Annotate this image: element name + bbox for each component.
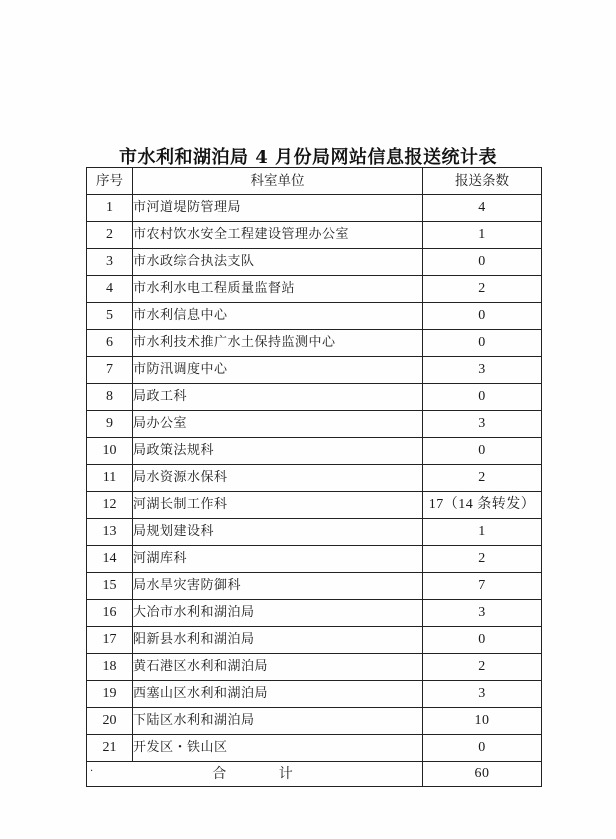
table-row — [87, 276, 542, 303]
row-index: 10 — [87, 438, 133, 465]
row-count: 7 — [423, 573, 542, 600]
row-count: 2 — [423, 654, 542, 681]
row-count: 2 — [423, 546, 542, 573]
row-count: 1 — [423, 222, 542, 249]
table-row — [87, 573, 542, 600]
row-index: 12 — [87, 492, 133, 519]
row-count: 0 — [423, 438, 542, 465]
row-unit: 市防汛调度中心 — [133, 357, 423, 384]
row-count: 0 — [423, 627, 542, 654]
row-unit: 大冶市水利和湖泊局 — [133, 600, 423, 627]
total-count: 60 — [423, 762, 542, 787]
row-index: 2 — [87, 222, 133, 249]
row-unit: 下陆区水利和湖泊局 — [133, 708, 423, 735]
row-unit: 市农村饮水安全工程建设管理办公室 — [133, 222, 423, 249]
statistics-table — [86, 167, 542, 787]
row-index: 4 — [87, 276, 133, 303]
table-row — [87, 303, 542, 330]
row-index: 11 — [87, 465, 133, 492]
table-row — [87, 195, 542, 222]
row-index: 21 — [87, 735, 133, 762]
row-count: 10 — [423, 708, 542, 735]
row-unit: 局办公室 — [133, 411, 423, 438]
row-count: 0 — [423, 384, 542, 411]
row-count: 0 — [423, 303, 542, 330]
row-count: 4 — [423, 195, 542, 222]
row-unit: 市水利技术推广水土保持监测中心 — [133, 330, 423, 357]
row-unit: 西塞山区水利和湖泊局 — [133, 681, 423, 708]
table-row — [87, 627, 542, 654]
table-row — [87, 708, 542, 735]
row-count: 2 — [423, 465, 542, 492]
total-label: 合 计 — [212, 766, 297, 782]
row-count: 0 — [423, 249, 542, 276]
row-unit: 局政策法规科 — [133, 438, 423, 465]
row-unit: 市水利水电工程质量监督站 — [133, 276, 423, 303]
row-index: 14 — [87, 546, 133, 573]
table-row — [87, 330, 542, 357]
row-index: 1 — [87, 195, 133, 222]
row-index: 6 — [87, 330, 133, 357]
table-row — [87, 357, 542, 384]
row-count: 3 — [423, 681, 542, 708]
row-unit: 市河道堤防管理局 — [133, 195, 423, 222]
row-count: 0 — [423, 330, 542, 357]
row-count: 3 — [423, 357, 542, 384]
row-unit: 局水旱灾害防御科 — [133, 573, 423, 600]
row-count: 0 — [423, 735, 542, 762]
row-index: 16 — [87, 600, 133, 627]
table-row — [87, 438, 542, 465]
row-unit: 黄石港区水利和湖泊局 — [133, 654, 423, 681]
table-row — [87, 735, 542, 762]
total-label-cell — [87, 762, 423, 787]
table-header-row — [87, 168, 542, 195]
row-count: 3 — [423, 411, 542, 438]
table-row — [87, 681, 542, 708]
row-index: 17 — [87, 627, 133, 654]
row-index: 20 — [87, 708, 133, 735]
table-row — [87, 519, 542, 546]
stray-mark: . — [90, 763, 98, 774]
header-index: 序号 — [87, 168, 133, 195]
row-index: 3 — [87, 249, 133, 276]
row-unit: 河湖长制工作科 — [133, 492, 423, 519]
table-row — [87, 492, 542, 519]
document-title: 市水利和湖泊局 4 月份局网站信息报送统计表 — [118, 147, 498, 168]
row-unit: 局规划建设科 — [133, 519, 423, 546]
table-row — [87, 384, 542, 411]
table-row — [87, 546, 542, 573]
row-index: 5 — [87, 303, 133, 330]
row-unit: 河湖库科 — [133, 546, 423, 573]
row-unit: 局政工科 — [133, 384, 423, 411]
total-row — [87, 762, 542, 787]
table-row — [87, 465, 542, 492]
header-unit: 科室单位 — [133, 168, 423, 195]
table-body — [87, 195, 542, 762]
header-count: 报送条数 — [423, 168, 542, 195]
table-row — [87, 249, 542, 276]
row-index: 19 — [87, 681, 133, 708]
row-unit: 局水资源水保科 — [133, 465, 423, 492]
row-count: 3 — [423, 600, 542, 627]
table-row — [87, 600, 542, 627]
row-unit: 开发区・铁山区 — [133, 735, 423, 762]
table-row — [87, 654, 542, 681]
row-count: 17（14 条转发） — [423, 492, 542, 519]
row-index: 15 — [87, 573, 133, 600]
row-count: 1 — [423, 519, 542, 546]
table-row — [87, 411, 542, 438]
row-unit: 市水利信息中心 — [133, 303, 423, 330]
row-index: 8 — [87, 384, 133, 411]
row-index: 18 — [87, 654, 133, 681]
table-row — [87, 222, 542, 249]
row-count: 2 — [423, 276, 542, 303]
row-unit: 市水政综合执法支队 — [133, 249, 423, 276]
row-index: 13 — [87, 519, 133, 546]
row-index: 7 — [87, 357, 133, 384]
row-index: 9 — [87, 411, 133, 438]
row-unit: 阳新县水利和湖泊局 — [133, 627, 423, 654]
